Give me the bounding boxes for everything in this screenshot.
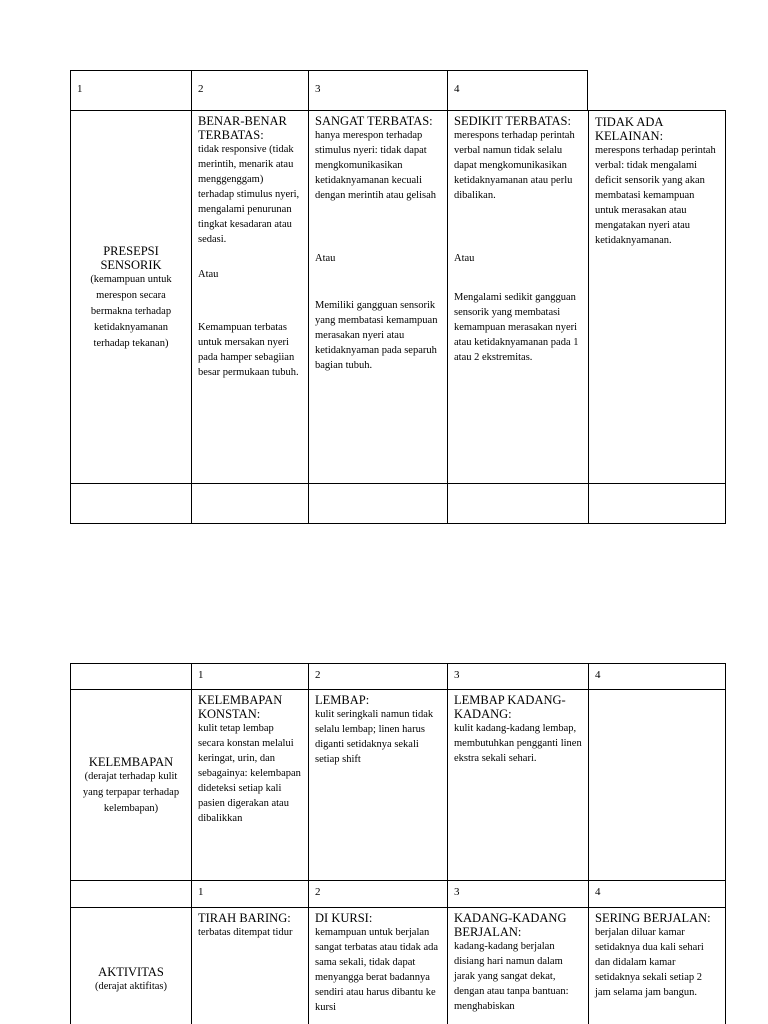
- table1-number-2: [191, 70, 308, 111]
- row-label-description: (derajat terhadap kulit yang terpapar terhadap kelembapan): [82, 770, 180, 814]
- table1-score-4-cell: [588, 110, 726, 484]
- row-label-title: PRESEPSI SENSORIK: [100, 243, 162, 272]
- score-alt-description: Kemampuan terbatas untuk mersakan nyeri pada hamper sebagiian besar permukaan tubuh.: [198, 322, 299, 378]
- table2-number2-1: [191, 880, 308, 908]
- table1-number-3: [308, 70, 447, 111]
- number-text: 2: [315, 886, 321, 898]
- score-heading: KELEMBAPAN KONSTAN:: [198, 693, 283, 721]
- score-heading: TIDAK ADA KELAINAN:: [595, 115, 664, 143]
- score-heading: LEMBAP:: [315, 693, 370, 707]
- or-text: Atau: [198, 269, 219, 280]
- table2-header2-blank: [70, 880, 191, 908]
- table1-row-label: [70, 110, 191, 484]
- number-text: 1: [198, 886, 204, 898]
- score-alt-description: Mengalami sedikit gangguan sensorik yang membatasi kemampuan merasakan nyeri atau ketidaknyamanan pada 1 atau 2 ekstremitas.: [454, 292, 579, 363]
- table2-activity-score-1: [191, 907, 308, 1024]
- row-label-title: KELEMBAPAN: [88, 754, 174, 769]
- score-description: tidak responsive (tidak merintih, menarik atau menggenggam) terhadap stimulus nyeri, mengalami penurunan tingkat kesadaran atau sedasi.: [198, 144, 300, 245]
- score-description: berjalan diluar kamar setidaknya dua kali sehari dan didalam kamar setidaknya sekali setiap 2 jam selama jam bangun.: [595, 927, 704, 998]
- score-description: kulit kadang-kadang lembap, membutuhkan pengganti linen ekstra sekali sehari.: [454, 723, 582, 764]
- score-heading: SERING BERJALAN:: [595, 911, 711, 925]
- score-heading: KADANG-KADANG BERJALAN:: [454, 911, 567, 939]
- table1-number-1: [70, 70, 191, 111]
- score-description: terbatas ditempat tidur: [198, 927, 293, 938]
- score-description: kadang-kadang berjalan disiang hari namun dalam jarak yang sangat dekat, dengan atau tanpa bantuan: menghabiskan: [454, 941, 569, 1012]
- number-text: 2: [315, 669, 321, 681]
- score-description: hanya merespon terhadap stimulus nyeri: tidak dapat mengkomunikasikan ketidaknyamanan kecuali dengan merintih atau gelisah: [315, 130, 437, 201]
- table1-empty-cell: [588, 483, 726, 524]
- score-description: kemampuan untuk berjalan sangat terbatas atau tidak ada sama sekali, tidak dapat menyangga berat badannya sendiri atau harus dibantu ke kursi: [315, 927, 439, 1013]
- number-text: 3: [454, 886, 460, 898]
- table1-empty-cell: [308, 483, 447, 524]
- table2-moisture-score-4: [588, 689, 726, 881]
- or-text: Atau: [454, 253, 475, 264]
- score-description: kulit tetap lembap secara konstan melalui keringat, urin, dan sebagainya: kelembapan dideteksi setiap kali pasien digerakan atau dibalikkan: [198, 723, 301, 824]
- number-text: 2: [198, 83, 204, 95]
- score-description: merespons terhadap perintah verbal namun tidak selalu dapat mengkomunikasikan ketidaknyamanan atau perlu dibalikan.: [454, 130, 575, 201]
- score-heading: SANGAT TERBATAS:: [315, 114, 433, 128]
- table1-number-4: [447, 70, 588, 111]
- score-heading: BENAR-BENAR TERBATAS:: [198, 114, 287, 142]
- table2-activity-score-2: [308, 907, 447, 1024]
- table2-header-blank: [70, 663, 191, 690]
- number-text: 3: [315, 83, 321, 95]
- score-description: merespons terhadap perintah verbal: tidak mengalami deficit sensorik yang akan membatasi kemampuan untuk merasakan atau mengatakan nyeri atau ketidaknyamanan.: [595, 145, 716, 246]
- row-label-description: (derajat aktifitas): [94, 980, 167, 992]
- table1-score-2-cell: [308, 110, 447, 484]
- table2-number-4: [588, 663, 726, 690]
- table2-activity-label: [70, 907, 191, 1024]
- table2-moisture-score-1: [191, 689, 308, 881]
- spacer: [198, 282, 302, 320]
- table1-empty-cell: [447, 483, 588, 524]
- spacer: [454, 266, 582, 290]
- score-description: kulit seringkali namun tidak selalu lembap; linen harus diganti setidaknya sekali setiap shift: [315, 709, 434, 765]
- spacer: [315, 266, 441, 298]
- table2-moisture-label: [70, 689, 191, 881]
- table2-number2-4: [588, 880, 726, 908]
- table2-number-2: [308, 663, 447, 690]
- table2-number-1: [191, 663, 308, 690]
- spacer: [198, 247, 302, 267]
- number-text: 4: [595, 886, 601, 898]
- number-text: 4: [595, 669, 601, 681]
- row-label-title: AKTIVITAS: [98, 964, 164, 979]
- score-alt-description: Memiliki gangguan sensorik yang membatasi kemampuan merasakan nyeri atau ketidaknyaman pada separuh bagian tubuh.: [315, 300, 438, 371]
- table2-activity-score-4: [588, 907, 726, 1024]
- number-text: 1: [77, 83, 83, 95]
- table2-number-3: [447, 663, 588, 690]
- table2-number2-3: [447, 880, 588, 908]
- spacer: [315, 203, 441, 251]
- table2-moisture-score-3: [447, 689, 588, 881]
- score-heading: LEMBAP KADANG-KADANG:: [454, 693, 566, 721]
- table2-moisture-score-2: [308, 689, 447, 881]
- number-text: 4: [454, 83, 460, 95]
- table1-empty-cell: [191, 483, 308, 524]
- score-heading: DI KURSI:: [315, 911, 373, 925]
- score-heading: SEDIKIT TERBATAS:: [454, 114, 571, 128]
- table1-score-3-cell: [447, 110, 588, 484]
- table1-empty-cell: [70, 483, 191, 524]
- row-label-description: (kemampuan untuk merespon secara bermakna terhadap ketidaknyamanan terhadap tekanan): [90, 273, 172, 349]
- number-text: 1: [198, 669, 204, 681]
- number-text: 3: [454, 669, 460, 681]
- table2-activity-score-3: [447, 907, 588, 1024]
- score-heading: TIRAH BARING:: [198, 911, 291, 925]
- or-text: Atau: [315, 253, 336, 264]
- spacer: [454, 203, 582, 251]
- table1-score-1-cell: [191, 110, 308, 484]
- table2-number2-2: [308, 880, 447, 908]
